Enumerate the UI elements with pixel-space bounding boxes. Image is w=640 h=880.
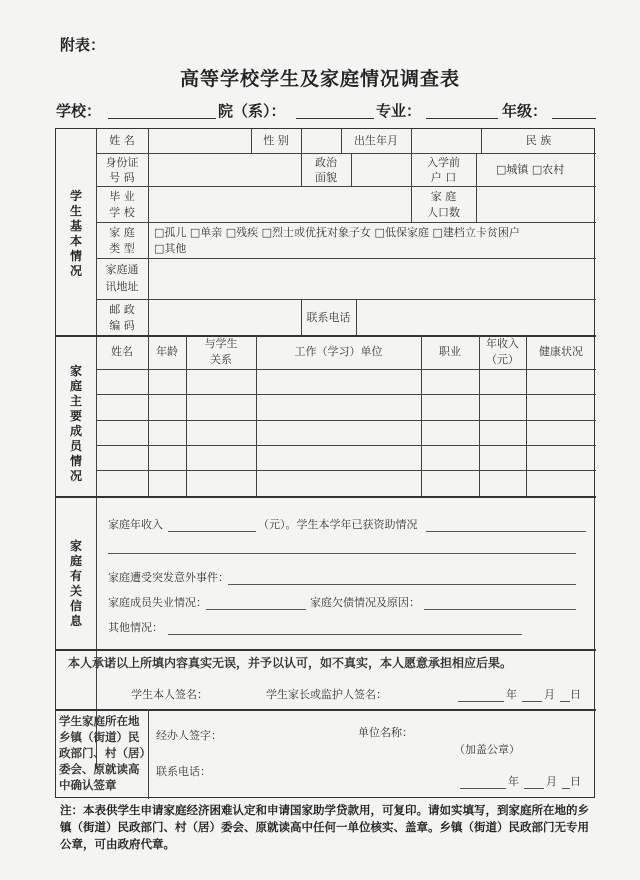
col-relation-2: 关系 — [210, 353, 232, 366]
other-blank[interactable] — [168, 634, 522, 635]
stamp-label: （加盖公章） — [454, 743, 520, 756]
political-label-2: 面貌 — [315, 171, 337, 184]
major-label: 专业： — [376, 102, 422, 120]
phone-label: 联系电话 — [306, 311, 351, 324]
school-label-2: 学 校 — [109, 206, 135, 219]
zip-label-2: 编 码 — [109, 319, 135, 332]
family-size-label-1: 家 庭 — [430, 190, 457, 203]
promise-month: 月 — [544, 688, 555, 701]
type-label-1: 家 庭 — [109, 226, 135, 239]
verify-label: 学生家庭所在地乡镇（街道）民政部门、村（居）委会、原就读高中确认签章 — [59, 714, 146, 792]
verify-month: 月 — [546, 775, 557, 788]
form-table — [55, 128, 595, 798]
verify-day: 日 — [570, 775, 581, 788]
hukou-label-2: 户 口 — [430, 171, 457, 184]
promise-text: 本人承诺以上所填内容真实无误，并予以认可，如不真实，本人愿意承担相应后果。 — [68, 656, 513, 670]
info-section-label: 家庭有关信息 — [69, 539, 82, 628]
verify-year-blank[interactable] — [460, 788, 506, 789]
income-unit-text: （元）。学生本学年已获资助情况 — [258, 518, 418, 531]
grade-label: 年级： — [502, 102, 548, 120]
col-relation-1: 与学生 — [204, 337, 238, 350]
col-name: 姓名 — [111, 345, 133, 358]
birth-label: 出生年月 — [354, 134, 398, 147]
zip-label-1: 邮 政 — [109, 303, 135, 316]
basic-section-label: 学生基本情况 — [69, 189, 82, 278]
verify-phone-label: 联系电话： — [156, 765, 211, 778]
unemployment-blank[interactable] — [206, 609, 306, 610]
verify-year: 年 — [508, 775, 519, 788]
unemployment-label: 家庭成员失业情况： — [108, 596, 207, 609]
promise-day-blank[interactable] — [560, 701, 570, 702]
gender-label: 性 别 — [263, 134, 289, 147]
header-fields — [56, 100, 596, 122]
id-label-2: 号 码 — [109, 171, 135, 184]
college-label: 院（系）： — [218, 102, 286, 120]
political-label-1: 政治 — [315, 156, 337, 169]
emergency-label: 家庭遭受突发意外事件： — [108, 571, 229, 584]
unit-name-label: 单位名称： — [358, 726, 413, 739]
footnote: 注：本表供学生申请家庭经济困难认定和申请国家助学贷款用，可复印。请如实填写，到家庭所在地的乡镇（街道）民政部门、村（居）委会、原就读高中任何一单位核实、盖章。乡镇（街道）民政部门无专用公章，可由政府代章。 — [60, 803, 589, 851]
grade-blank[interactable] — [552, 118, 596, 119]
attachment-label: 附表： — [60, 36, 106, 54]
hukou-options[interactable]: □城镇 □农村 — [496, 163, 565, 176]
school-blank[interactable] — [108, 118, 216, 119]
col-age: 年龄 — [156, 345, 178, 358]
debt-label: 家庭欠债情况及原因： — [310, 596, 420, 609]
income-blank[interactable] — [168, 531, 256, 532]
family-size-label-2: 人口数 — [427, 206, 460, 219]
parent-sign-label: 学生家长或监护人签名： — [266, 688, 387, 701]
address-label-2: 讯地址 — [105, 280, 139, 293]
id-label-1: 身份证 — [105, 156, 139, 169]
student-sign-label: 学生本人签名： — [131, 688, 208, 701]
other-label: 其他情况： — [108, 621, 163, 634]
debt-blank[interactable] — [424, 609, 576, 610]
income-label: 家庭年收入 — [108, 518, 163, 531]
col-health: 健康状况 — [539, 345, 583, 358]
emergency-blank[interactable] — [228, 584, 576, 585]
col-job: 职业 — [439, 345, 461, 358]
hukou-label-1: 入学前 — [427, 156, 460, 169]
ethnicity-label: 民 族 — [525, 134, 552, 147]
promise-day: 日 — [570, 688, 581, 701]
type-options-1[interactable]: □孤儿 □单亲 □残疾 □烈士或优抚对象子女 □低保家庭 □建档立卡贫困户 — [154, 226, 520, 239]
major-blank[interactable] — [426, 118, 498, 119]
col-income-1: 年收入 — [486, 337, 519, 350]
aid-blank[interactable] — [426, 531, 586, 532]
aid-blank-2[interactable] — [108, 553, 576, 554]
name-label: 姓 名 — [109, 134, 135, 147]
type-options-2[interactable]: □其他 — [154, 242, 187, 255]
verify-day-blank[interactable] — [562, 788, 570, 789]
promise-year-blank[interactable] — [458, 701, 504, 702]
promise-month-blank[interactable] — [522, 701, 542, 702]
form-title: 高等学校学生及家庭情况调查表 — [179, 68, 460, 90]
col-work: 工作（学习）单位 — [294, 345, 383, 358]
handler-label: 经办人签字： — [156, 729, 222, 742]
verify-month-blank[interactable] — [524, 788, 544, 789]
school-label-1: 毕 业 — [109, 190, 135, 203]
college-blank[interactable] — [296, 118, 374, 119]
promise-year: 年 — [506, 688, 517, 701]
address-label-1: 家庭通 — [105, 263, 139, 276]
members-section-label: 家庭主要成员情况 — [69, 364, 82, 483]
school-label: 学校： — [56, 102, 102, 120]
col-income-2: （元） — [486, 353, 519, 366]
type-label-2: 类 型 — [109, 242, 135, 255]
